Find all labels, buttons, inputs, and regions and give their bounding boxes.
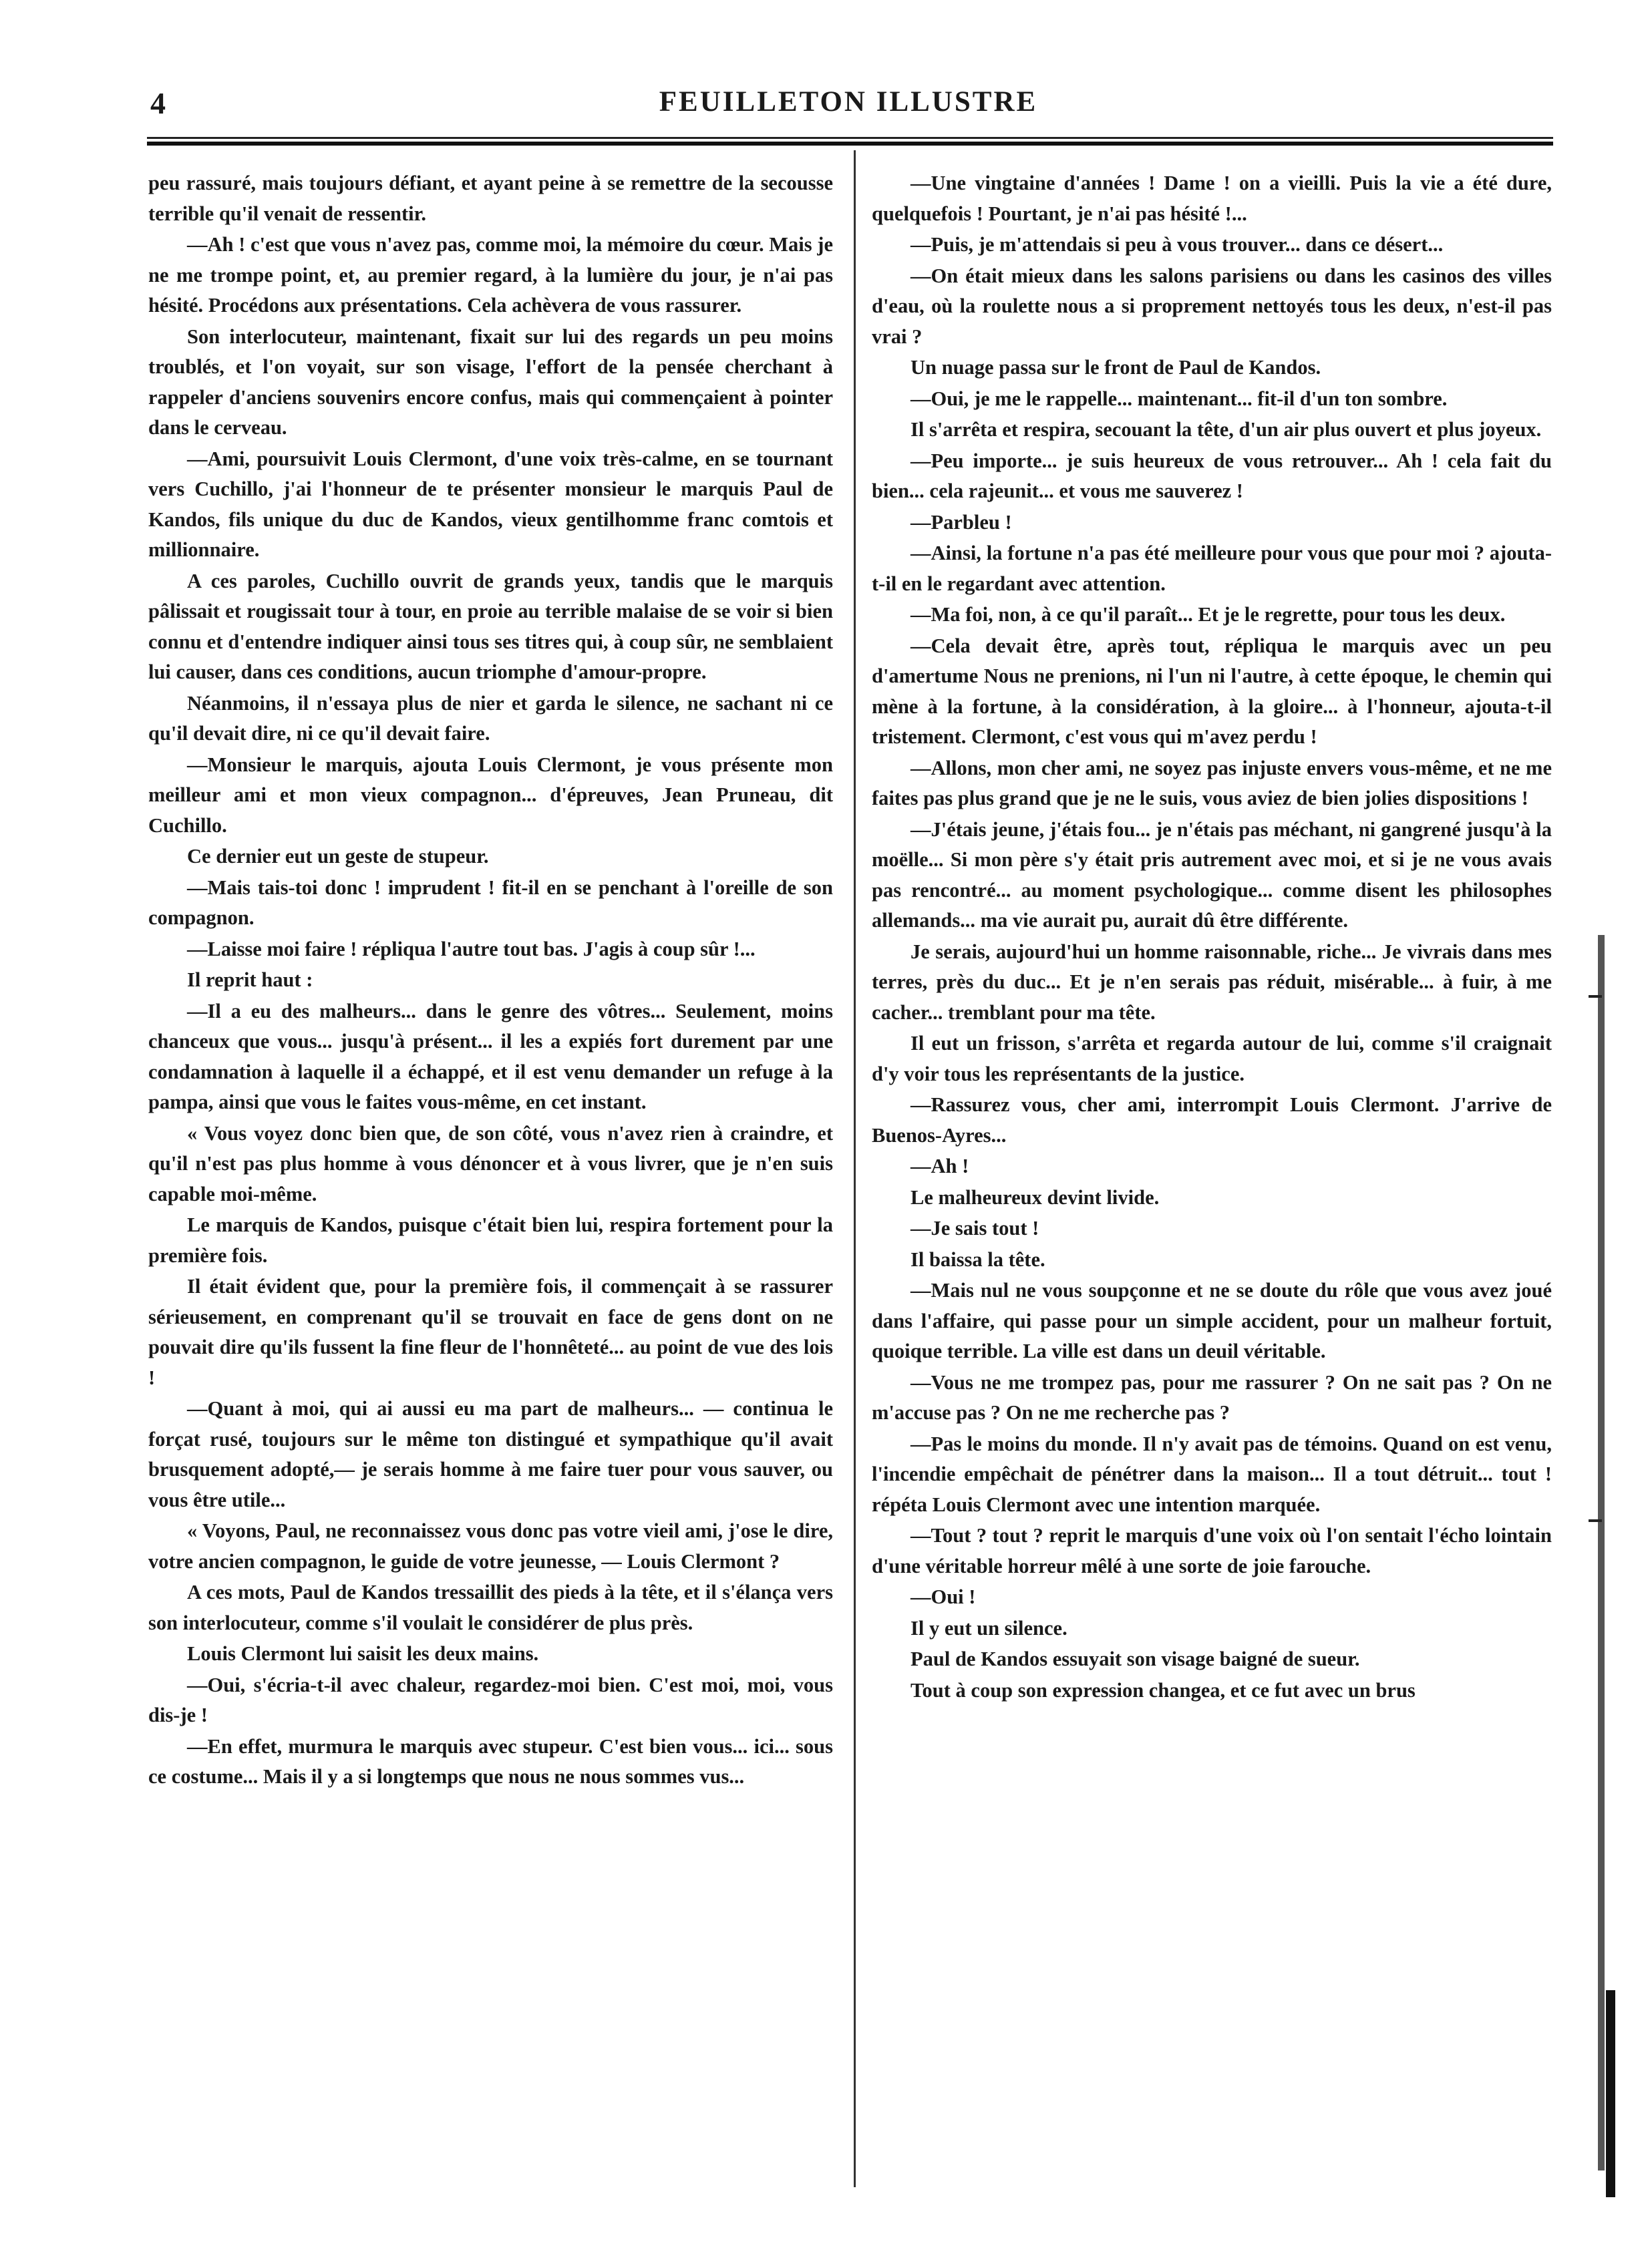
paragraph: « Voyons, Paul, ne reconnaissez vous donc pas votre vieil ami, j'ose le dire, votre ancien compagnon, le guide de votre jeunesse, — Louis Clermont ? <box>148 1519 833 1573</box>
header-rule <box>147 137 1553 139</box>
paragraph: —Ainsi, la fortune n'a pas été meilleure pour vous que pour moi ? ajouta-t-il en le regardant avec attention. <box>872 542 1552 595</box>
column-divider <box>854 150 856 2187</box>
paragraph: Le marquis de Kandos, puisque c'était bien lui, respira fortement pour la première fois. <box>148 1213 833 1267</box>
paragraph: —Ah ! c'est que vous n'avez pas, comme moi, la mémoire du cœur. Mais je ne me trompe point, et, au premier regard, à la lumière du jour, je n'ai pas hésité. Procédons aux présentations. Cela achèvera de vous rassurer. <box>148 233 833 317</box>
scan-edge-mark <box>1589 995 1602 998</box>
page-number: 4 <box>150 86 166 120</box>
scan-edge-mark <box>1606 1990 1615 2197</box>
scan-edge-mark <box>1589 1519 1602 1522</box>
paragraph: —Ma foi, non, à ce qu'il paraît... Et je le regrette, pour tous les deux. <box>911 603 1506 626</box>
paragraph: —Je sais tout ! <box>911 1217 1039 1240</box>
paragraph: —Parbleu ! <box>911 510 1012 534</box>
paragraph: Ce dernier eut un geste de stupeur. <box>187 845 489 868</box>
paragraph: —Laisse moi faire ! répliqua l'autre tout bas. J'agis à coup sûr !... <box>187 937 756 960</box>
paragraph: Louis Clermont lui saisit les deux mains. <box>187 1642 539 1665</box>
paragraph: Son interlocuteur, maintenant, fixait sur lui des regards un peu moins troublés, et l'on voyait, sur son visage, l'effort de la pensée cherchant à rappeler d'anciens souvenirs encore confus, mais qui commençaient à pointer dans le cerveau. <box>148 325 833 439</box>
paragraph: —Allons, mon cher ami, ne soyez pas injuste envers vous-même, et ne me faites pas plus grand que je ne le suis, vous aviez de bien jolies dispositions ! <box>872 756 1552 809</box>
paragraph: —Puis, je m'attendais si peu à vous trouver... dans ce désert... <box>911 233 1444 256</box>
paragraph: —Ami, poursuivit Louis Clermont, d'une voix très-calme, en se tournant vers Cuchillo, j'ai l'honneur de te présenter monsieur le marquis Paul de Kandos, fils unique du duc de Kandos, vieux gentilhomme franc comtois et millionnaire. <box>148 447 833 561</box>
running-title: FEUILLETON ILLUSTRE <box>659 86 1038 118</box>
page-header <box>144 85 1553 126</box>
paragraph: —Quant à moi, qui ai aussi eu ma part de malheurs... — continua le forçat rusé, toujours sur le même ton distingué et sympathique qu'il avait brusquement adopté,— je serais homme à me faire tuer pour vous sauver, ou vous être utile... <box>148 1397 833 1511</box>
paragraph: Je serais, aujourd'hui un homme raisonnable, riche... Je vivrais dans mes terres, près du duc... Et je n'en serais pas réduit, misérable... à fuir, à me cacher... tremblant pour ma tête. <box>872 940 1552 1024</box>
paragraph: A ces mots, Paul de Kandos tressaillit des pieds à la tête, et il s'élança vers son interlocuteur, comme s'il voulait le considérer de plus près. <box>148 1581 833 1634</box>
paragraph: Il y eut un silence. <box>911 1616 1067 1640</box>
paragraph: —J'étais jeune, j'étais fou... je n'étais pas méchant, ni gangrené jusqu'à la moëlle... Si mon père s'y était pris autrement avec moi, et si je ne vous avais pas rencontré... au moment psychologique... comme disent les philosophes allemands... ma vie aurait pu, aurait dû être différente. <box>872 817 1552 932</box>
paragraph: —Pas le moins du monde. Il n'y avait pas de témoins. Quand on est venu, l'incendie empêchait de pénétrer dans la maison... Il a tout détruit... tout ! répéta Louis Clermont avec une intention marquée. <box>872 1432 1552 1516</box>
paragraph: —Oui, s'écria-t-il avec chaleur, regardez-moi bien. C'est moi, moi, vous dis-je ! <box>148 1673 833 1726</box>
paragraph: Il était évident que, pour la première fois, il commençait à se rassurer sérieusement, en comprenant qu'il se trouvait en face de gens dont on ne pouvait dire qu'ils fussent la fine fleur de l'honnêteté... au point de vue des lois ! <box>148 1275 833 1389</box>
paragraph: peu rassuré, mais toujours défiant, et ayant peine à se remettre de la secousse terrible qu'il venait de ressentir. <box>148 172 833 225</box>
paragraph: Il eut un frisson, s'arrêta et regarda autour de lui, comme s'il craignait d'y voir tous les représentants de la justice. <box>872 1032 1552 1085</box>
paragraph: Un nuage passa sur le front de Paul de Kandos. <box>911 356 1321 379</box>
paragraph: Paul de Kandos essuyait son visage baigné de sueur. <box>911 1648 1360 1670</box>
right-column <box>872 168 1552 1706</box>
paragraph: —Vous ne me trompez pas, pour me rassurer ? On ne sait pas ? On ne m'accuse pas ? On ne me recherche pas ? <box>872 1370 1552 1424</box>
paragraph: Il baissa la tête. <box>911 1248 1045 1271</box>
paragraph: —On était mieux dans les salons parisiens ou dans les casinos des villes d'eau, où la roulette nous a si proprement nettoyés tous les deux, n'est-il pas vrai ? <box>872 264 1552 348</box>
paragraph: —Cela devait être, après tout, répliqua le marquis avec un peu d'amertume Nous ne prenions, ni l'un ni l'autre, à cette époque, le chemin qui mène à la fortune, à la considération, à la gloire... à l'honneur, ajouta-t-il tristement. Clermont, c'est vous qui m'avez perdu ! <box>872 634 1552 748</box>
scan-edge-mark <box>1598 935 1605 2170</box>
paragraph: Néanmoins, il n'essaya plus de nier et garda le silence, ne sachant ni ce qu'il devait dire, ni ce qu'il devait faire. <box>148 691 833 745</box>
paragraph: —Mais nul ne vous soupçonne et ne se doute du rôle que vous avez joué dans l'affaire, qui passe pour un simple accident, pour un malheur fortuit, quoique terrible. La ville est dans un deuil véritable. <box>872 1279 1552 1362</box>
paragraph: —Oui, je me le rappelle... maintenant... fit-il d'un ton sombre. <box>911 387 1448 410</box>
paragraph: —Une vingtaine d'années ! Dame ! on a vieilli. Puis la vie a été dure, quelquefois ! Pourtant, je n'ai pas hésité !... <box>872 172 1552 225</box>
paragraph: —Mais tais-toi donc ! imprudent ! fit-il en se penchant à l'oreille de son compagnon. <box>148 876 833 929</box>
paragraph: —Ah ! <box>911 1155 969 1177</box>
paragraph: —En effet, murmura le marquis avec stupeur. C'est bien vous... ici... sous ce costume... Mais il y a si longtemps que nous ne nous sommes vus... <box>148 1734 833 1788</box>
left-column <box>148 168 833 1793</box>
paragraph: —Rassurez vous, cher ami, interrompit Louis Clermont. J'arrive de Buenos-Ayres... <box>872 1093 1552 1147</box>
paragraph: —Peu importe... je suis heureux de vous retrouver... Ah ! cela fait du bien... cela rajeunit... et vous me sauverez ! <box>872 449 1552 502</box>
paragraph: —Oui ! <box>911 1585 976 1608</box>
paragraph: Le malheureux devint livide. <box>911 1185 1160 1209</box>
paragraph: —Il a eu des malheurs... dans le genre des vôtres... Seulement, moins chanceux que vous... jusqu'à présent... il les a expiés fort durement par une condamnation à laquelle il a échappé, et il est venu demander un refuge à la pampa, ainsi que vous le faites vous-même, en cet instant. <box>148 999 833 1113</box>
paragraph: —Tout ? tout ? reprit le marquis d'une voix où l'on sentait l'écho lointain d'une véritable horreur mêlé à une sorte de joie farouche. <box>872 1524 1552 1577</box>
paragraph: Il s'arrêta et respira, secouant la tête, d'un air plus ouvert et plus joyeux. <box>911 418 1542 441</box>
paragraph: —Monsieur le marquis, ajouta Louis Clermont, je vous présente mon meilleur ami et mon vieux compagnon... d'épreuves, Jean Pruneau, dit Cuchillo. <box>148 753 833 837</box>
header-rule-thick <box>147 142 1553 146</box>
paragraph: « Vous voyez donc bien que, de son côté, vous n'avez rien à craindre, et qu'il n'est pas plus homme à vous dénoncer et à vous livrer, que je n'en suis capable moi-même. <box>148 1121 833 1205</box>
paragraph: Tout à coup son expression changea, et ce fut avec un brus <box>911 1678 1416 1702</box>
paragraph: Il reprit haut : <box>187 968 313 991</box>
paragraph: A ces paroles, Cuchillo ouvrit de grands yeux, tandis que le marquis pâlissait et rougissait tour à tour, en proie au terrible malaise de se voir si bien connu et d'entendre indiquer ainsi tous ses titres qui, à coup sûr, ne semblaient lui causer, dans ces conditions, aucun triomphe d'amour-propre. <box>148 569 833 683</box>
